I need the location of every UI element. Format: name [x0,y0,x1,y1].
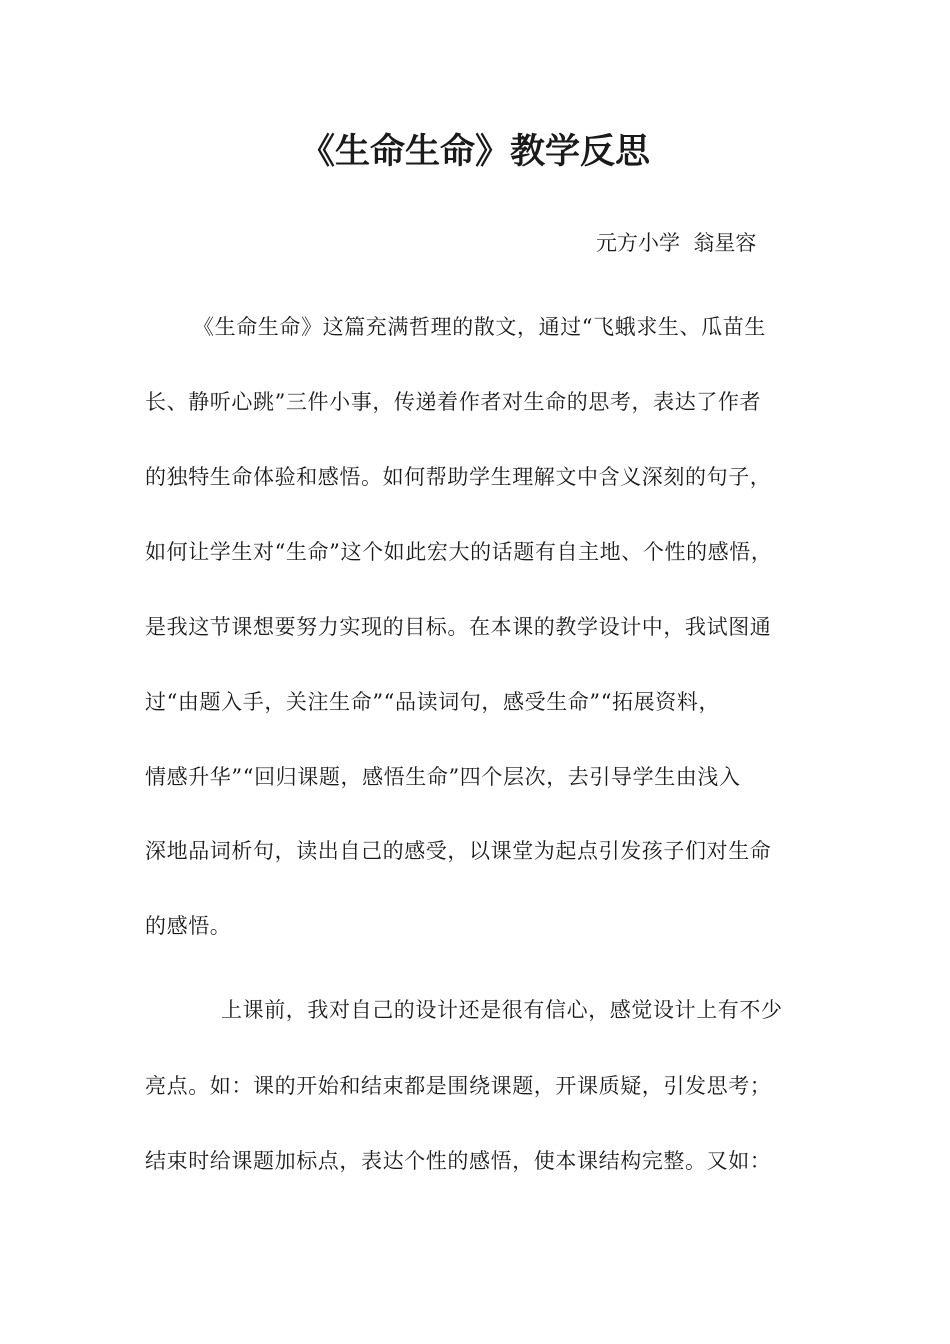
paragraph-1-line-2: 长、静听心跳”三件小事，传递着作者对生命的思考，表达了作者 [145,390,762,414]
paragraph-2-line-2: 亮点。如：课的开始和结束都是围绕课题，开课质疑，引发思考； [145,1074,772,1098]
paragraph-1-line-8: 深地品词析句，读出自己的感受，以课堂为起点引发孩子们对生命 [145,839,772,863]
author-line: 元方小学 翁星容 [596,231,757,255]
paragraph-1-line-7: 情感升华”“回归课题，感悟生命”四个层次，去引导学生由浅入 [145,765,741,789]
paragraph-2-line-3: 结束时给课题加标点，表达个性的感悟，使本课结构完整。又如： [145,1149,772,1173]
paragraph-1-line-5: 是我这节课想要努力实现的目标。在本课的教学设计中，我试图通 [145,615,772,639]
paragraph-1-line-9: 的感悟。 [145,914,232,938]
paragraph-2-line-1: 上课前，我对自己的设计还是很有信心，感觉设计上有不少 [221,998,783,1022]
paragraph-1-line-4: 如何让学生对“生命”这个如此宏大的话题有自主地、个性的感悟， [145,540,773,564]
paragraph-1-line-6: 过“由题入手，关注生命”“品读词句，感受生命”“拓展资料， [145,690,721,714]
paragraph-1-line-1: 《生命生命》这篇充满哲理的散文，通过“飞蛾求生、瓜苗生 [193,315,766,339]
document-title: 《生命生命》教学反思 [299,131,650,172]
paragraph-1-line-3: 的独特生命体验和感悟。如何帮助学生理解文中含义深刻的句子， [145,465,772,489]
